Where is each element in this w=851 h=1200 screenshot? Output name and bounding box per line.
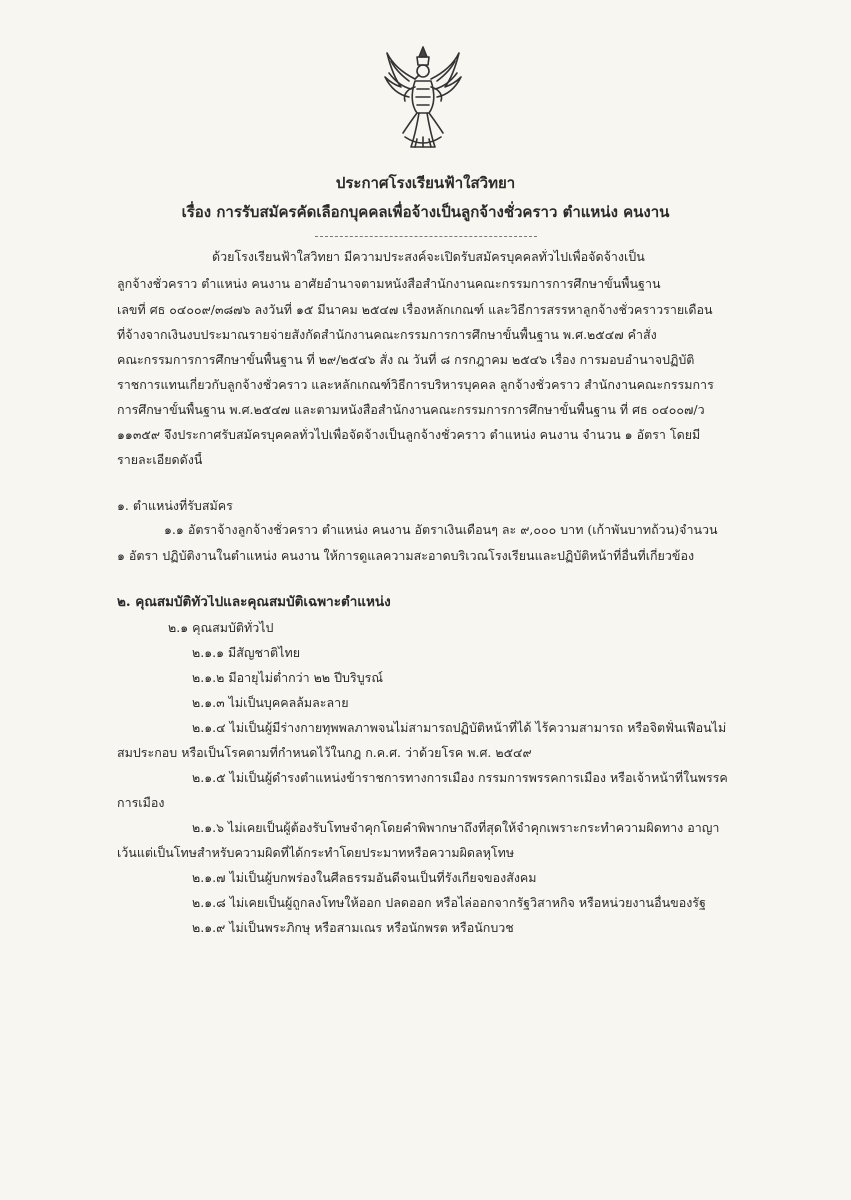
- qualification-line: ๒.๑.๗ ไม่เป็นผู้บกพร่องในศีลธรรมอันดีจนเป็นที่รังเกียจของสังคม: [192, 870, 537, 885]
- qualification-line: การเมือง: [117, 795, 165, 810]
- section-2-subheading: ๒.๑ คุณสมบัติทั่วไป: [168, 620, 274, 635]
- garuda-emblem-icon: [381, 43, 465, 153]
- qualification-line: ๒.๑.๒ มีอายุไม่ต่ำกว่า ๒๒ ปีบริบูรณ์: [192, 670, 383, 685]
- intro-line: คณะกรรมการการศึกษาขั้นพื้นฐาน ที่ ๒๙/๒๕๔๖ สั่ง ณ วันที่ ๘ กรกฎาคม ๒๕๔๖ เรื่อง การมอบอำนาจปฏิบัติ: [117, 352, 695, 367]
- qualification-line: ๒.๑.๙ ไม่เป็นพระภิกษุ หรือสามเณร หรือนักพรต หรือนักบวช: [192, 920, 514, 935]
- section-1-line: ๑.๑ อัตราจ้างลูกจ้างชั่วคราว ตำแหน่ง คนงาน อัตราเงินเดือนๆ ละ ๙,๐๐๐ บาท (เก้าพันบาทถ้วน)จำนวน: [164, 522, 718, 537]
- announcement-subject: เรื่อง การรับสมัครคัดเลือกบุคคลเพื่อจ้างเป็นลูกจ้างชั่วคราว ตำแหน่ง คนงาน: [181, 203, 670, 221]
- section-1-heading: ๑. ตำแหน่งที่รับสมัคร: [117, 498, 233, 513]
- section-1-line: ๑ อัตรา ปฏิบัติงานในตำแหน่ง คนงาน ให้การดูแลความสะอาดบริเวณโรงเรียนและปฏิบัติหน้าที่อื่นที่เกี่ยวข้อง: [117, 548, 695, 563]
- qualification-line: ๒.๑.๘ ไม่เคยเป็นผู้ถูกลงโทษให้ออก ปลดออก หรือไล่ออกจากรัฐวิสาหกิจ หรือหน่วยงานอื่นของรัฐ: [192, 895, 706, 910]
- intro-line: ที่จ้างจากเงินงบประมาณรายจ่ายสังกัดสำนักงานคณะกรรมการการศึกษาขั้นพื้นฐาน พ.ศ.๒๕๔๗ คำสั่ง: [117, 327, 657, 342]
- announcement-title: ประกาศโรงเรียนฟ้าใสวิทยา: [335, 174, 516, 192]
- intro-line: ลูกจ้างชั่วคราว ตำแหน่ง คนงาน อาศัยอำนาจตามหนังสือสำนักงานคณะกรรมการการศึกษาขั้นพื้นฐาน: [117, 276, 661, 291]
- qualification-line: ๒.๑.๓ ไม่เป็นบุคคลล้มละลาย: [192, 695, 349, 710]
- intro-line: ๑๑๓๕๙ จึงประกาศรับสมัครบุคคลทั่วไปเพื่อจัดจ้างเป็นลูกจ้างชั่วคราว ตำแหน่ง คนงาน จำนวน ๑ อัตรา โดยมี: [117, 427, 701, 442]
- section-2-heading: ๒. คุณสมบัติทั่วไปและคุณสมบัติเฉพาะตำแหน่ง: [117, 595, 391, 610]
- intro-line: เลขที่ ศธ ๐๔๐๐๙/๓๘๗๖ ลงวันที่ ๑๕ มีนาคม ๒๕๔๗ เรื่องหลักเกณฑ์ และวิธีการสรรหาลูกจ้างชั่วคราวรายเดือน: [117, 302, 713, 317]
- qualification-line: ๒.๑.๕ ไม่เป็นผู้ดำรงตำแหน่งข้าราชการทางการเมือง กรรมการพรรคการเมือง หรือเจ้าหน้าที่ในพรรค: [192, 770, 728, 785]
- title-separator: [315, 236, 537, 237]
- intro-line: ราชการแทนเกี่ยวกับลูกจ้างชั่วคราว และหลักเกณฑ์วิธีการบริหารบุคคล ลูกจ้างชั่วคราว สำนักงานคณะกรรมการ: [117, 377, 714, 392]
- qualification-line: เว้นแต่เป็นโทษสำหรับความผิดที่ได้กระทำโดยประมาทหรือความผิดลหุโทษ: [117, 845, 515, 860]
- qualification-line: ๒.๑.๑ มีสัญชาติไทย: [192, 645, 301, 660]
- qualification-line: ๒.๑.๔ ไม่เป็นผู้มีร่างกายทุพพลภาพจนไม่สามารถปฏิบัติหน้าที่ได้ ไร้ความสามารถ หรือจิตฟั่นเฟือนไม่: [192, 720, 727, 735]
- intro-line: รายละเอียดดังนี้: [117, 452, 203, 467]
- qualification-line: สมประกอบ หรือเป็นโรคตามที่กำหนดไว้ในกฎ ก.ค.ศ. ว่าด้วยโรค พ.ศ. ๒๕๔๙: [117, 745, 532, 760]
- qualification-line: ๒.๑.๖ ไม่เคยเป็นผู้ต้องรับโทษจำคุกโดยคำพิพากษาถึงที่สุดให้จำคุกเพราะกระทำความผิดทาง อาญา: [192, 820, 720, 835]
- intro-line: การศึกษาขั้นพื้นฐาน พ.ศ.๒๕๔๗ และตามหนังสือสำนักงานคณะกรรมการการศึกษาขั้นพื้นฐาน ที่ ศธ ๐๔๐๐๗/ว: [117, 402, 705, 417]
- intro-line: ด้วยโรงเรียนฟ้าใสวิทยา มีความประสงค์จะเปิดรับสมัครบุคคลทั่วไปเพื่อจัดจ้างเป็น: [212, 249, 645, 264]
